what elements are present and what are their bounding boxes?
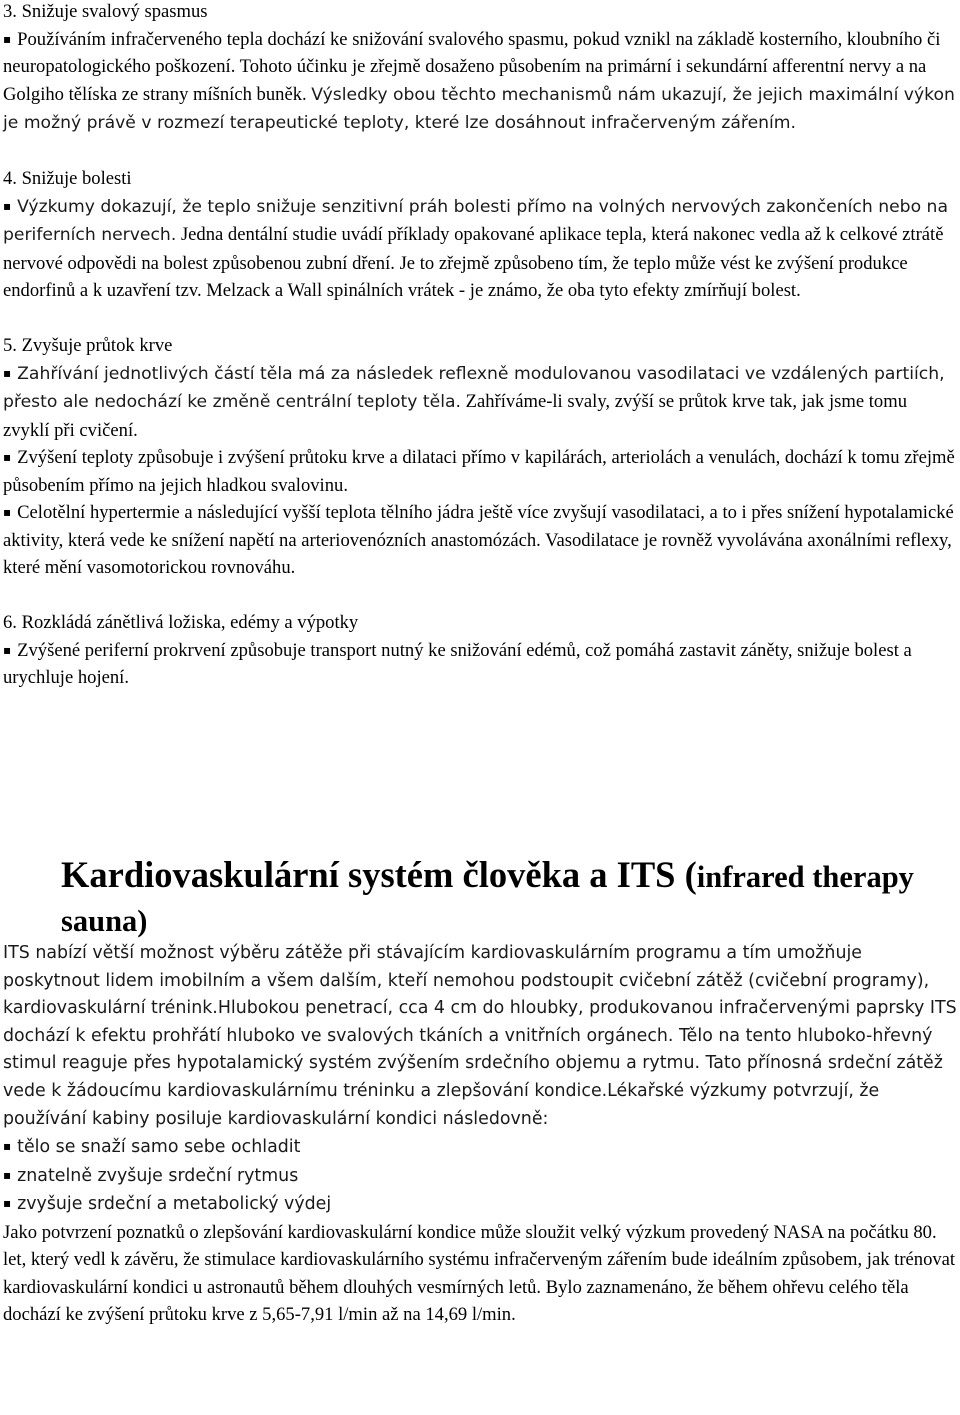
page-heading xyxy=(3,854,941,942)
bullet-text: Zahřívání jednotlivých částí těla má za následek reflexně modulovanou vasodilataci ve vzdálených partiích, přesto ale nedochází ke změně centrální teploty těla. xyxy=(3,363,945,412)
bullet-icon: ▪ xyxy=(3,1167,12,1182)
cardio-body xyxy=(3,940,958,1329)
bullet-paragraph xyxy=(3,360,955,445)
bullet-icon: ▪ xyxy=(3,31,12,46)
bullet-text-continued: Jedna dentální studie uvádí příklady opakované aplikace tepla, která nakonec vedla až k celkové ztrátě nervové odpovědi na bolest způsobenou zubní dření. Je to zřejmě způsobeno tím, že teplo může vést ke zvýšení produkce endorfinů a k uzavření tzv. Melzack a Wall spinálních vrátek - je známo, že oba tyto efekty zmírňují bolest. xyxy=(3,224,944,301)
bullet-paragraph xyxy=(3,26,955,138)
body-paragraph: Jako potvrzení poznatků o zlepšování kardiovaskulární kondice může sloužit velký výzkum provedený NASA na počátku 80. let, který vedl k závěru, že stimulace kardiovaskulárního systému infračerveným zářením bude ideálním způsobem, jak trénovat kardiovaskulární kondici u astronautů během dlouhých vesmírných letů. Bylo zaznamenáno, že během ohřevu celého těla dochází ke zvýšení průtoku krve z 5,65-7,91 l/min až na 14,69 l/min. xyxy=(3,1221,956,1326)
bullet-paragraph xyxy=(3,499,955,582)
bullet-text: Zvýšení teploty způsobuje i zvýšení průtoku krve a dilataci přímo v kapilárách, arteriolách a venulách, dochází k tomu zřejmě působením přímo na jejich hladkou svalovinu. xyxy=(3,447,955,496)
bullet-icon: ▪ xyxy=(3,642,12,657)
list-item-text: tělo se snaží samo sebe ochladit xyxy=(17,1137,301,1158)
bullet-paragraph xyxy=(3,637,955,692)
bullet-icon: ▪ xyxy=(3,1139,12,1154)
section-5 xyxy=(3,332,955,582)
bullet-text-continued: Zahříváme-li svaly, zvýší se průtok krve tak, jak jsme tomu zvyklí při cvičení. xyxy=(3,391,907,441)
spacer xyxy=(3,305,955,333)
section-title: 3. Snižuje svalový spasmus xyxy=(3,1,208,22)
heading-block xyxy=(3,854,941,942)
list-item-text: zvyšuje srdeční a metabolický výdej xyxy=(17,1194,332,1215)
bullet-text: Výzkumy dokazují, že teplo snižuje senzitivní práh bolesti přímo na volných nervových zakončeních nebo na periferních nervech. xyxy=(3,196,948,245)
bullet-icon: ▪ xyxy=(3,198,12,213)
heading-sub: infrared therapy sauna) xyxy=(61,860,914,938)
bullet-icon: ▪ xyxy=(3,450,12,464)
list-item xyxy=(3,1190,958,1219)
spacer xyxy=(3,582,955,610)
bullet-text-continued: Výsledky obou těchto mechanismů nám ukazují, že jejich maximální výkon je možný právě v rozmezí terapeutické teploty, které lze dosáhnout infračerveným zářením. xyxy=(3,84,955,133)
bullet-paragraph xyxy=(3,444,955,499)
text-column xyxy=(3,0,957,1326)
bullet-paragraph xyxy=(3,193,955,305)
list-item xyxy=(3,1162,958,1191)
bullet-icon: ▪ xyxy=(3,1196,12,1211)
list-item-text: znatelně zvyšuje srdeční rytmus xyxy=(17,1165,299,1186)
bullet-text: Používáním infračerveného tepla dochází ke snižování svalového spasmu, pokud vznikl na základě kosterního, kloubního či neuropatologického poškození. Tohoto účinku je zřejmě dosaženo působením na primární i sekundární afferentní nervy a na Golgiho tělíska ze strany míšních buněk. xyxy=(3,28,941,105)
list-item xyxy=(3,1133,958,1162)
bullet-text: Zvýšené periferní prokrvení způsobuje transport nutný ke snižování edémů, což pomáhá zastavit záněty, snižuje bolest a urychluje hojení. xyxy=(3,639,912,688)
section-3 xyxy=(3,0,955,138)
section-title: 5. Zvyšuje průtok krve xyxy=(3,335,173,356)
section-title: 6. Rozkládá zánětlivá ložiska, edémy a výpotky xyxy=(3,612,359,633)
section-6 xyxy=(3,609,955,692)
bullet-icon: ▪ xyxy=(3,505,12,519)
section-4 xyxy=(3,165,955,305)
bullet-text: Celotělní hypertermie a následující vyšší teplota tělního jádra ještě více zvyšují vasodilataci, a to i přes snížení hypotalamické aktivity, která vede ke snížení napětí na arteriovenózních anastomózách. Vasodilatace je rovněž vyvolávána axonálními reflexy, které mění vasomotorickou rovnováhu. xyxy=(3,502,954,578)
body-paragraph: ITS nabízí větší možnost výběru zátěže při stávajícím kardiovaskulárním programu a tím umožňuje poskytnout lidem imobilním a všem dalším, kteří nemohou podstoupit cvičební zátěž (cvičební programy), kardiovaskulární trénink.Hlubokou penetrací, cca 4 cm do hloubky, produkovanou infračervenými paprsky ITS dochází k efektu prohřátí hluboko ve svalových tkáních a vnitřních orgánech. Tělo na tento hluboko-hřevný stimul reaguje přes hypotalamický systém zvýšením srdečního objemu a rytmu. Tato přínosná srdeční zátěž vede k žádoucímu kardiovaskulárnímu tréninku a zlepšování kondice.Lékařské výzkumy potvrzují, že používání kabiny posiluje kardiovaskulární kondici následovně: xyxy=(3,943,957,1129)
section-title: 4. Snižuje bolesti xyxy=(3,168,132,189)
heading-main: Kardiovaskulární systém člověka a ITS ( xyxy=(61,854,697,895)
spacer xyxy=(3,138,955,166)
bullet-icon: ▪ xyxy=(3,365,12,380)
